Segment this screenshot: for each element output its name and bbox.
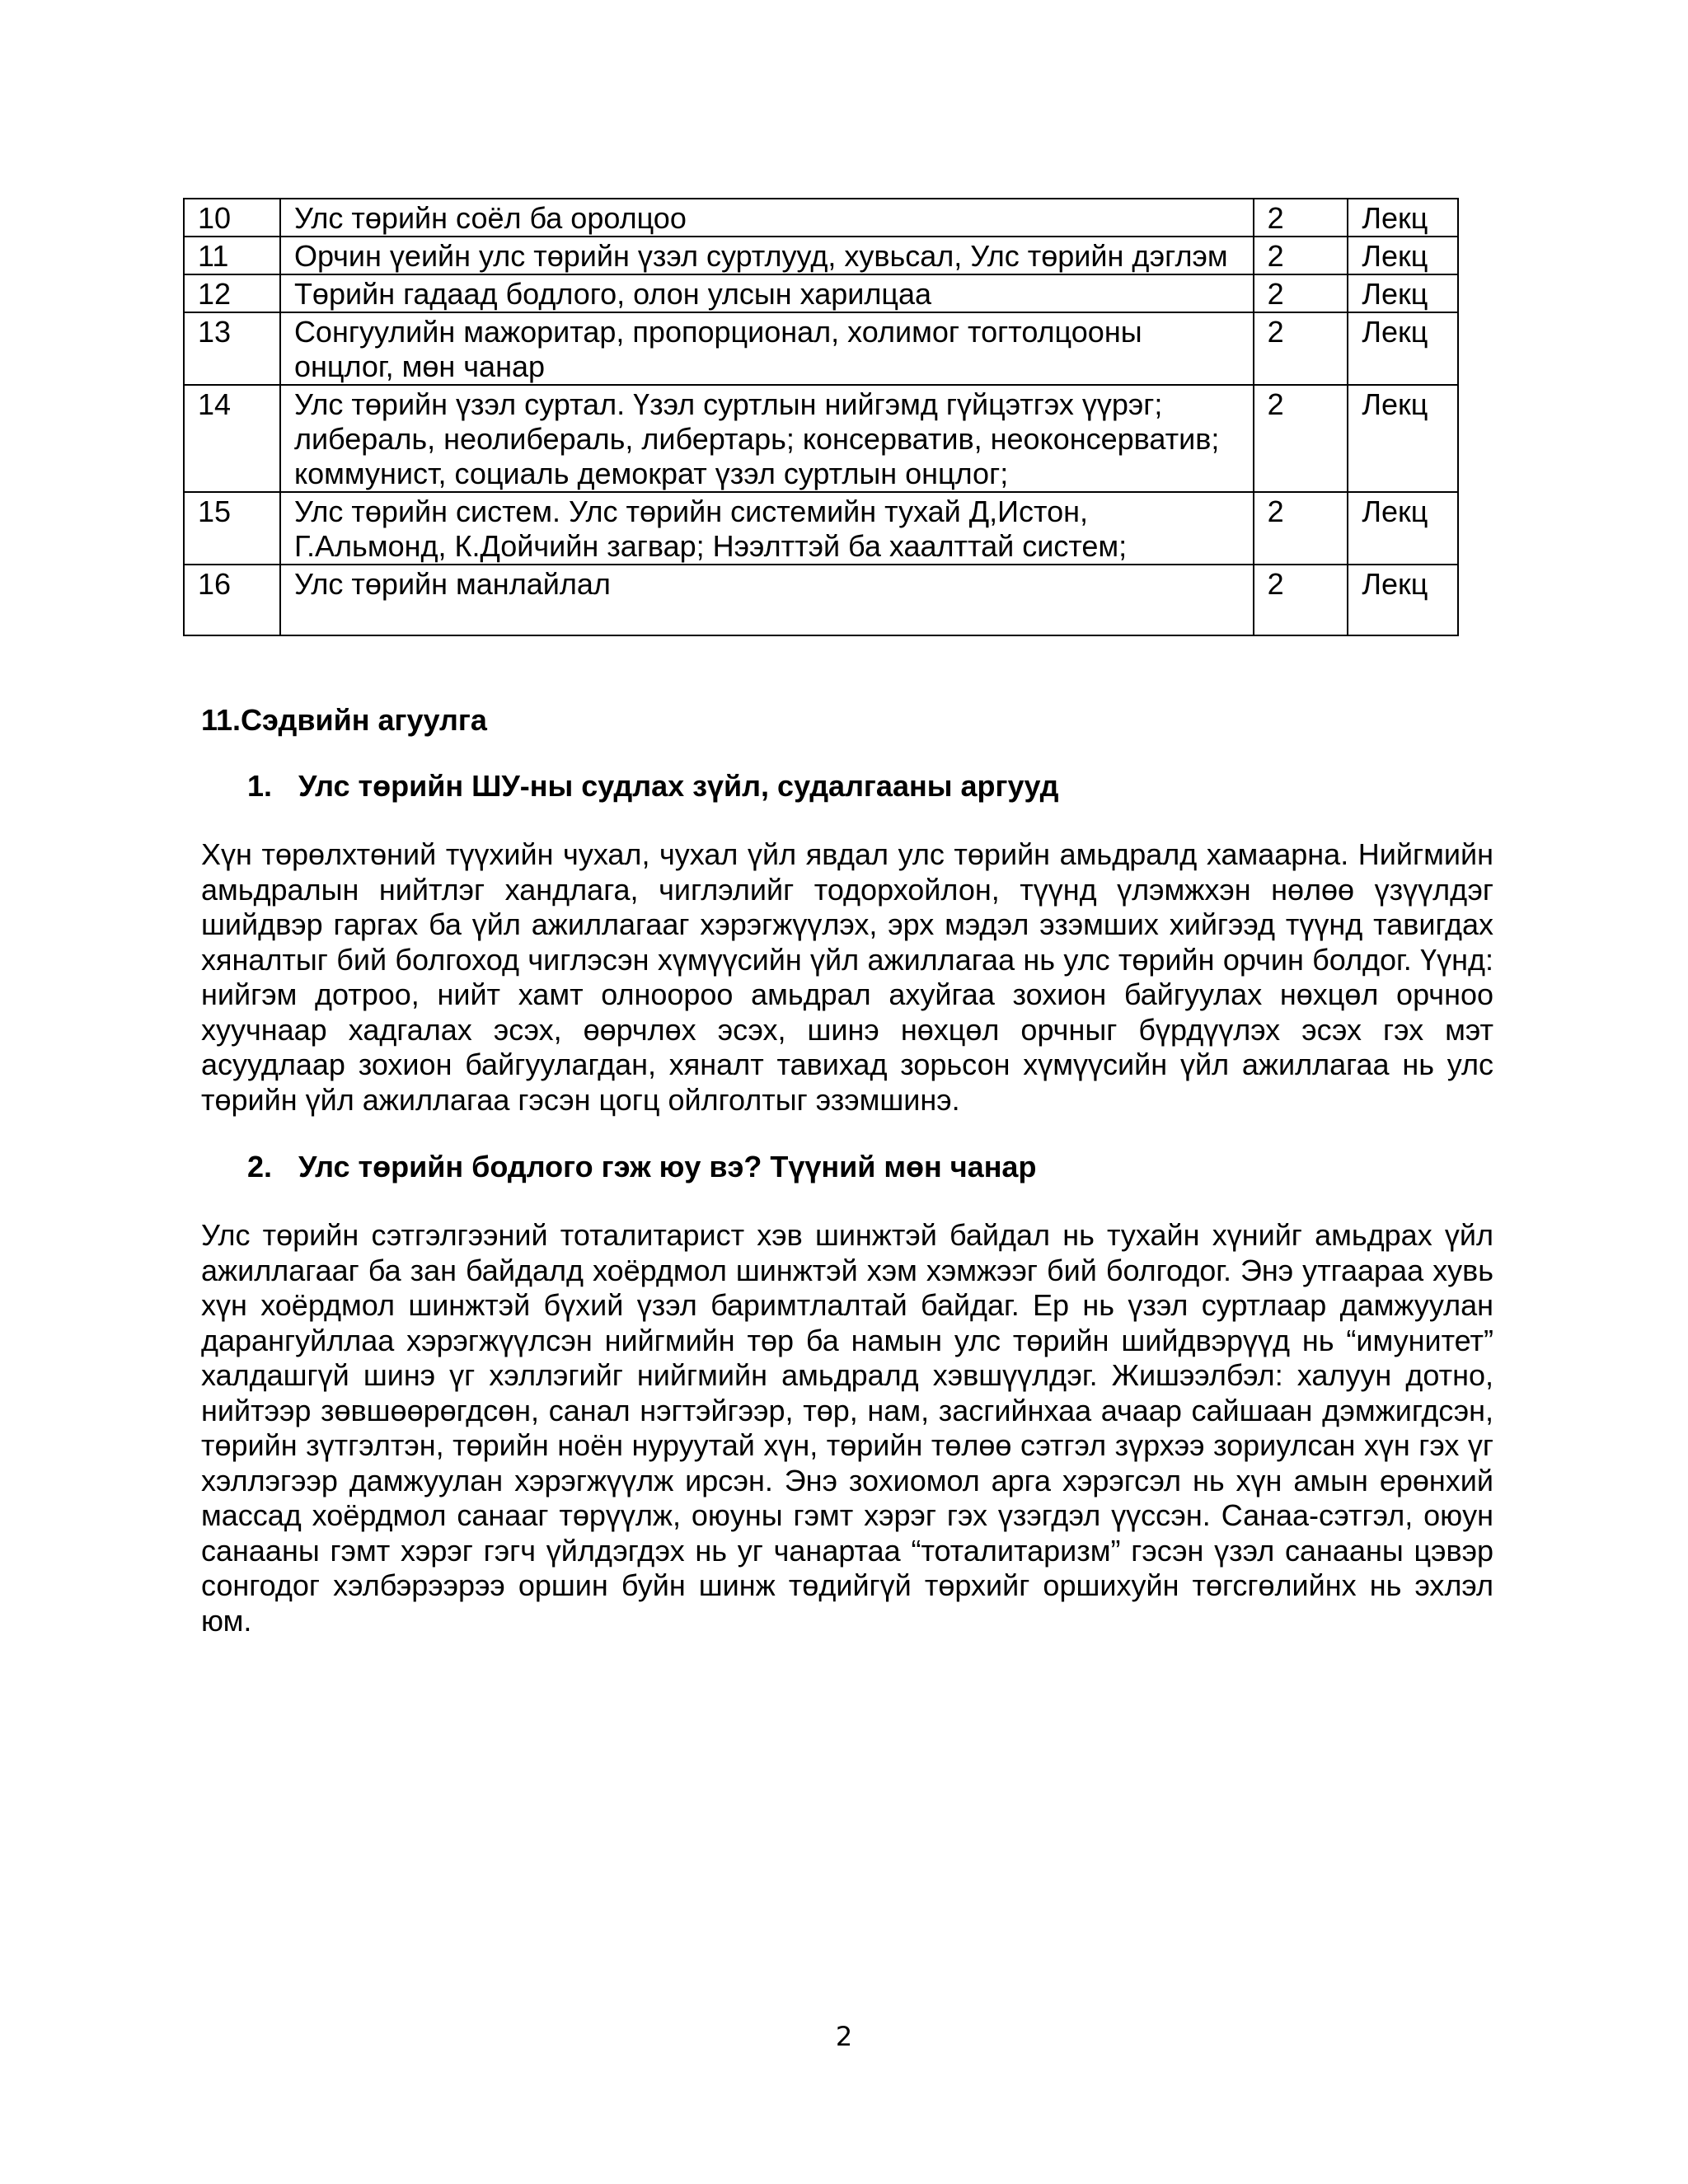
row-topic: Төрийн гадаад бодлого, олон улсын харилцаа [280, 274, 1254, 312]
row-type: Лекц [1348, 199, 1458, 237]
row-hours: 2 [1254, 492, 1348, 565]
row-type: Лекц [1348, 385, 1458, 492]
row-type: Лекц [1348, 565, 1458, 635]
row-hours: 2 [1254, 385, 1348, 492]
row-topic: Улс төрийн үзэл суртал. Үзэл суртлын нийгэмд гүйцэтгэх үүрэг; либераль, неолибераль, либертарь; консерватив, неоконсерватив; коммунист, социаль демократ үзэл суртлын онцлог; [280, 385, 1254, 492]
row-type: Лекц [1348, 274, 1458, 312]
row-hours: 2 [1254, 199, 1348, 237]
row-number: 15 [184, 492, 280, 565]
table-row [184, 565, 1458, 635]
section-1-number: 1. [247, 769, 273, 803]
page-number: 2 [835, 2021, 853, 2052]
section-1-title [247, 768, 1058, 804]
row-topic: Орчин үеийн улс төрийн үзэл суртлууд, хувьсал, Улс төрийн дэглэм [280, 237, 1254, 274]
row-topic: Сонгуулийн мажоритар, пропорционал, холимог тогтолцооны онцлог, мөн чанар [280, 312, 1254, 385]
row-number: 11 [184, 237, 280, 274]
row-number: 13 [184, 312, 280, 385]
section-2-number: 2. [247, 1150, 273, 1183]
table-row [184, 237, 1458, 274]
table-row [184, 199, 1458, 237]
row-number: 10 [184, 199, 280, 237]
section-1-paragraph: Хүн төрөлхтөний түүхийн чухал, чухал үйл явдал улс төрийн амьдралд хамаарна. Нийгмийн амьдралын нийтлэг хандлага, чиглэлийг тодорхойлон, түүнд үлэмжхэн нөлөө үзүүлдэг шийдвэр гаргах ба үйл ажиллагааг хэрэгжүүлэх, эрх мэдэл эзэмших хийгээд түүнд тавигдах хяналтыг бий болгоход чиглэсэн хүмүүсийн үйл ажиллагаа нь улс төрийн орчин болдог. Үүнд: нийгэм дотроо, нийт хамт олноороо амьдрал ахуйгаа зохион байгуулах нөхцөл орчноо хуучнаар хадгалах эсэх, өөрчлөх эсэх, шинэ нөхцөл орчныг бүрдүүлэх эсэх гэх мэт асуудлаар зохион байгуулагдан, хяналт тавихад зорьсон хүмүүсийн үйл ажиллагаа нь улс төрийн үйл ажиллагаа гэсэн цогц ойлголтыг эзэмшинэ. [201, 837, 1493, 1117]
row-type: Лекц [1348, 492, 1458, 565]
table-row [184, 274, 1458, 312]
schedule-table [183, 198, 1459, 636]
row-topic: Улс төрийн соёл ба оролцоо [280, 199, 1254, 237]
section-1-title-text: Улс төрийн ШУ-ны судлах зүйл, судалгааны аргууд [298, 769, 1059, 803]
row-number: 14 [184, 385, 280, 492]
table-row [184, 385, 1458, 492]
row-hours: 2 [1254, 237, 1348, 274]
row-topic: Улс төрийн манлайлал [280, 565, 1254, 635]
row-hours: 2 [1254, 312, 1348, 385]
row-type: Лекц [1348, 237, 1458, 274]
row-topic: Улс төрийн систем. Улс төрийн системийн тухай Д,Истон, Г.Альмонд, К.Дойчийн загвар; Нээлттэй ба хаалттай систем; [280, 492, 1254, 565]
table-row [184, 312, 1458, 385]
row-type: Лекц [1348, 312, 1458, 385]
table-row [184, 492, 1458, 565]
row-hours: 2 [1254, 274, 1348, 312]
row-hours: 2 [1254, 565, 1348, 635]
row-number: 12 [184, 274, 280, 312]
content-heading: 11.Сэдвийн агуулга [201, 703, 487, 737]
section-2-title [247, 1149, 1036, 1185]
row-number: 16 [184, 565, 280, 635]
section-2-title-text: Улс төрийн бодлого гэж юу вэ? Түүний мөн чанар [298, 1150, 1037, 1183]
section-2-paragraph: Улс төрийн сэтгэлгээний тоталитарист хэв шинжтэй байдал нь тухайн хүнийг амьдрах үйл ажиллагааг ба зан байдалд хоёрдмол шинжтэй хэм хэмжээг бий болгодог. Энэ утгаараа хувь хүн хоёрдмол шинжтэй бүхий үзэл баримтлалтай байдаг. Ер нь үзэл суртлаар дамжуулан дарангуйллаа хэрэгжүүлсэн нийгмийн төр ба намын улс төрийн шийдвэрүүд нь “имунитет” халдашгүй шинэ үг хэллэгийг нийгмийн амьдралд хэвшүүлдэг. Жишээлбэл: халуун дотно, нийтээр зөвшөөрөгдсөн, санал нэгтэйгээр, төр, нам, засгийнхаа ачаар сайшаан дэмжигдсэн, төрийн зүтгэлтэн, төрийн ноён нуруутай хүн, төрийн төлөө сэтгэл зүрхээ зориулсан хүн гэх үг хэллэгээр дамжуулан хэрэгжүүлж ирсэн. Энэ зохиомол арга хэрэгсэл нь хүн амын ерөнхий массад хоёрдмол санааг төрүүлж, оюуны гэмт хэрэг гэх үзэгдэл үүссэн. Санаа-сэтгэл, оюун санааны гэмт хэрэг гэгч үйлдэгдэх нь уг чанартаа “тоталитаризм” гэсэн үзэл санааны цэвэр сонгодог хэлбэрээрээ оршин буйн шинж төдийгүй төрхийг оршихуйн төгсгөлийнх нь эхлэл юм. [201, 1218, 1493, 1638]
